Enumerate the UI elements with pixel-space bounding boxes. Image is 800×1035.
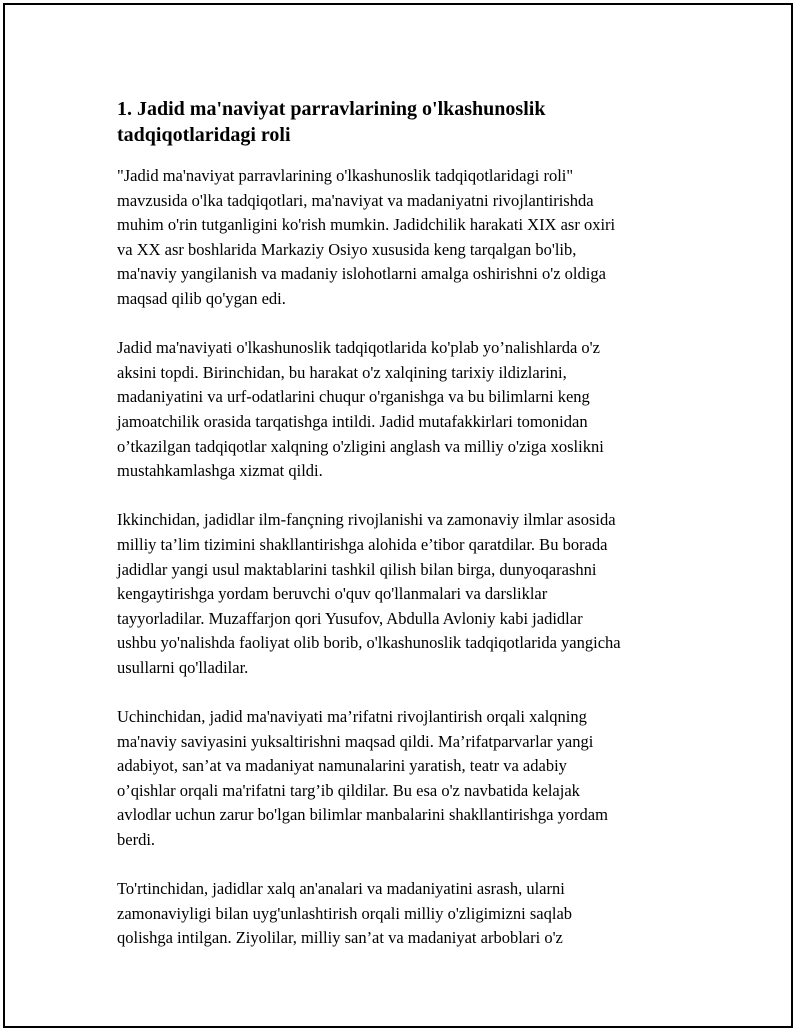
text-line: zamonaviyligi bilan uyg'unlashtirish orqali milliy o'zligimizni saqlab [117,903,573,923]
text-line: o’qishlar orqali ma'rifatni targ’ib qildilar. Bu esa o'z navbatida kelajak [117,780,580,800]
text-line: jamoatchilik orasida tarqatishga intildi. Jadid mutafakkirlari tomonidan [117,411,588,431]
document-body [117,96,689,976]
text-line: qolishga intilgan. Ziyolilar, milliy san’at va madaniyat arboblari o'z [117,928,563,948]
paragraph-2 [117,336,689,484]
section-heading [117,96,689,148]
text-line: ma'naviy yangilanish va madaniy islohotlarni amalga oshirishni o'z oldiga [117,264,606,284]
paragraph-1 [117,164,689,312]
paragraph-4 [117,705,689,853]
text-line: aksini topdi. Birinchidan, bu harakat o'z xalqining tarixiy ildizlarini, [117,362,567,382]
text-line: usullarni qo'lladilar. [117,657,249,677]
text-line: avlodlar uchun zarur bo'lgan bilimlar manbalarini shakllantirishga yordam [117,805,608,825]
text-line: ushbu yo'nalishda faoliyat olib borib, o'lkashunoslik tadqiqotlarida yangicha [117,633,621,653]
text-line: mustahkamlashga xizmat qildi. [117,461,323,481]
paragraph-5 [117,877,689,951]
text-line: jadidlar yangi usul maktablarini tashkil qilish bilan birga, dunyoqarashni [117,559,597,579]
text-line: madaniyatini va urf-odatlarini chuqur o'rganishga va bu bilimlarni keng [117,387,590,407]
text-line: va XX asr boshlarida Markaziy Osiyo xususida keng tarqalgan bo'lib, [117,239,577,259]
text-line: Uchinchidan, jadid ma'naviyati ma’rifatni rivojlantirish orqali xalqning [117,707,587,727]
text-line: Ikkinchidan, jadidlar ilm-fançning rivojlanishi va zamonaviy ilmlar asosida [117,510,616,530]
text-line: Jadid ma'naviyati o'lkashunoslik tadqiqotlarida ko'plab yo’nalishlarda o'z [117,338,600,358]
text-line: muhim o'rin tutganligini ko'rish mumkin. Jadidchilik harakati XIX asr oxiri [117,215,616,235]
heading-line: tadqiqotlaridagi roli [117,124,291,146]
paragraph-3 [117,508,689,680]
text-line: mavzusida o'lka tadqiqotlari, ma'naviyat va madaniyatni rivojlantirishda [117,190,594,210]
text-line: berdi. [117,830,156,850]
text-line: milliy ta’lim tizimini shakllantirishga alohida e’tibor qaratdilar. Bu borada [117,534,608,554]
text-line: maqsad qilib qo'ygan edi. [117,288,286,308]
text-line: adabiyot, san’at va madaniyat namunalarini yaratish, teatr va adabiy [117,756,567,776]
text-line: ma'naviy saviyasini yuksaltirishni maqsad qildi. Ma’rifatparvarlar yangi [117,731,594,751]
text-line: kengaytirishga yordam beruvchi o'quv qo'llanmalari va darsliklar [117,584,548,604]
text-line: To'rtinchidan, jadidlar xalq an'analari va madaniyatini asrash, ularni [117,879,565,899]
heading-line: 1. Jadid ma'naviyat parravlarining o'lkashunoslik [117,98,546,120]
text-line: o’tkazilgan tadqiqotlar xalqning o'zligini anglash va milliy o'ziga xoslikni [117,436,604,456]
text-line: tayyorladilar. Muzaffarjon qori Yusufov, Abdulla Avloniy kabi jadidlar [117,608,583,628]
text-line: "Jadid ma'naviyat parravlarining o'lkashunoslik tadqiqotlaridagi roli" [117,166,574,185]
